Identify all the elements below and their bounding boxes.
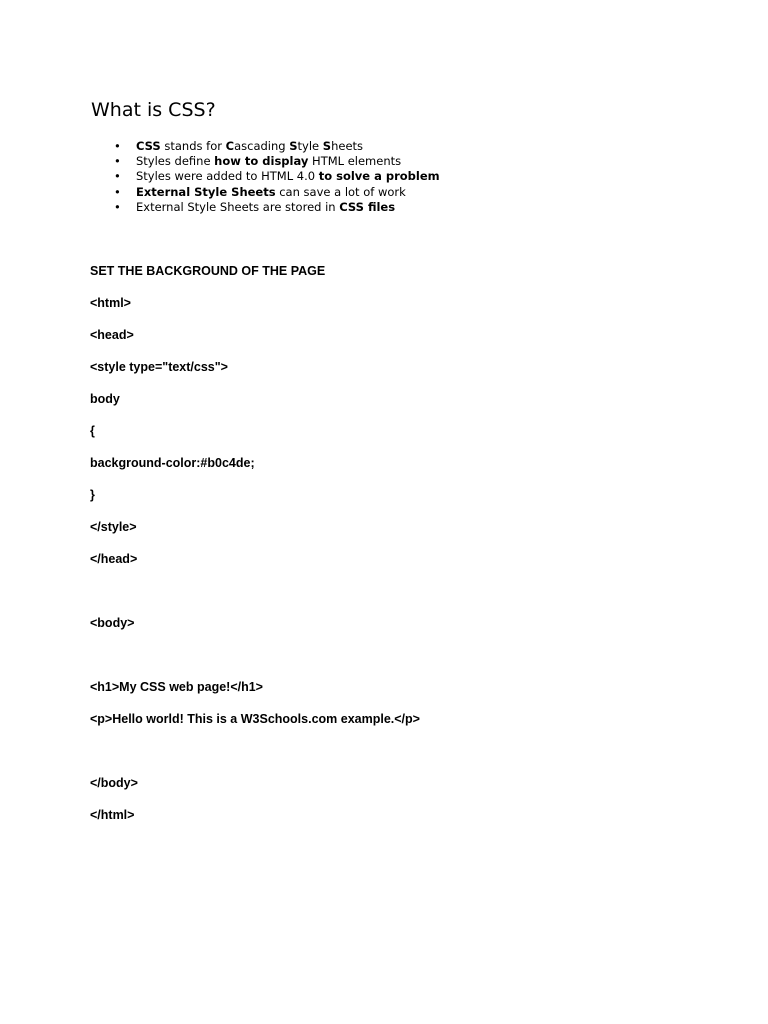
list-item-text: S xyxy=(289,139,298,153)
list-item-text: CSS xyxy=(136,139,161,153)
code-line: </html> xyxy=(90,808,135,822)
list-item xyxy=(110,139,440,154)
list-item-text: Styles define xyxy=(136,154,215,169)
list-item-text: HTML elements xyxy=(308,154,402,169)
bullet-list xyxy=(110,139,440,215)
code-line: background-color:#b0c4de; xyxy=(90,456,255,470)
code-line: } xyxy=(90,488,95,502)
list-item-text: External Style Sheets are stored in xyxy=(136,199,340,214)
list-item-text: CSS files xyxy=(339,199,396,214)
code-line: </head> xyxy=(90,552,138,566)
list-item-text: heets xyxy=(331,139,364,153)
list-item-text: Styles were added to HTML 4.0 xyxy=(136,169,319,184)
list-item-text: how to display xyxy=(214,154,309,169)
code-line: { xyxy=(90,424,95,438)
list-item-text: can save a lot of work xyxy=(275,184,406,199)
code-line: </style> xyxy=(90,520,137,534)
code-line: </body> xyxy=(90,776,138,790)
code-line: <h1>My CSS web page!</h1> xyxy=(90,680,263,694)
section-heading: SET THE BACKGROUND OF THE PAGE xyxy=(90,264,326,278)
code-line: <style type="text/css"> xyxy=(90,360,228,374)
code-line: <body> xyxy=(90,616,135,630)
list-item-text: to solve a problem xyxy=(318,169,440,184)
list-item-text: External Style Sheets xyxy=(136,184,276,199)
bullet-icon: • xyxy=(114,169,121,184)
bullet-icon: • xyxy=(114,139,121,153)
list-item-text: stands for xyxy=(160,139,226,153)
bullet-icon: • xyxy=(114,184,121,199)
list-item-text: C xyxy=(225,139,235,153)
code-line: <p>Hello world! This is a W3Schools.com example.</p> xyxy=(90,712,420,726)
list-item xyxy=(110,200,440,215)
list-item-text: tyle xyxy=(297,139,323,153)
list-item xyxy=(110,154,440,169)
code-line: <head> xyxy=(90,328,134,342)
list-item-text: ascading xyxy=(234,139,290,153)
bullet-icon: • xyxy=(114,154,121,169)
list-item xyxy=(110,169,440,184)
page-title: What is CSS? xyxy=(91,99,216,121)
bullet-icon: • xyxy=(114,199,121,214)
list-item-text: S xyxy=(322,139,332,153)
code-line: <html> xyxy=(90,296,131,310)
code-line: body xyxy=(90,392,120,406)
list-item xyxy=(110,185,440,200)
